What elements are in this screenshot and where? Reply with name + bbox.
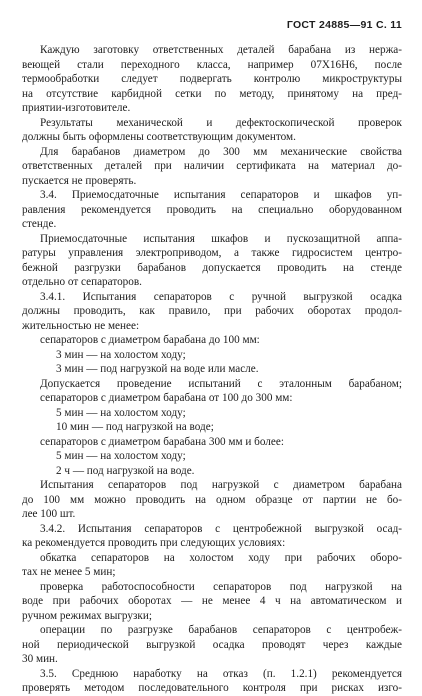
text-line: лее 100 шт. xyxy=(22,508,76,520)
text-line: ной периодической выгрузкой осадка проводят через каждые xyxy=(22,638,402,651)
text-line: проверка работоспособности сепараторов под нагрузкой на xyxy=(40,580,402,593)
text-line: Результаты механической и дефектоскопической проверок xyxy=(40,116,402,129)
text-line: отдельно от сепараторов. xyxy=(22,276,142,288)
text-line: термообработки следует подвергать контролю микроструктуры xyxy=(22,73,402,85)
text-line: сепараторов с диаметром барабана от 100 до 300 мм: xyxy=(40,392,293,404)
document-body xyxy=(22,43,402,696)
text-line: ручном режимах выгрузки; xyxy=(22,609,152,622)
text-line: 3 мин — под нагрузкой на воде или масле. xyxy=(56,363,259,375)
text-line: 3.4.2. Испытания сепараторов с центробежной выгрузкой осад- xyxy=(40,522,402,535)
text-line: Для барабанов диаметром до 300 мм механические свойства xyxy=(40,145,402,158)
text-line: операции по разгрузке барабанов сепараторов с центробеж- xyxy=(40,624,402,636)
text-line: тах не менее 5 мин; xyxy=(22,566,116,578)
text-line: бежной разгрузки барабанов допускается проводить на стенде xyxy=(22,261,402,274)
text-line: 3 мин — на холостом ходу; xyxy=(56,348,186,361)
text-line: должны быть оформлены соответствующим документом. xyxy=(22,131,296,143)
text-line: 30 мин. xyxy=(22,653,58,665)
text-line: пускается не проверять. xyxy=(22,174,137,187)
text-line: Допускается проведение испытаний с эталонным барабаном; xyxy=(40,377,402,390)
text-line: жительностью не менее: xyxy=(22,319,140,332)
text-line: 5 мин — на холостом ходу; xyxy=(56,406,186,419)
text-line: 3.4.1. Испытания сепараторов с ручной выгрузкой осадка xyxy=(40,290,402,303)
text-line: ответственных деталей при наличии сертификата на материал до- xyxy=(22,160,402,172)
text-line: ратуры управления электроприводом, а также гидросистем центро- xyxy=(22,247,402,259)
text-line: веющей стали переходного класса, например 07Х16Н6, после xyxy=(22,58,402,71)
text-line: 3.5. Среднюю наработку на отказ (п. 1.2.1) рекомендуется xyxy=(40,667,402,680)
text-line: равления рекомендуется проводить на специально оборудованном xyxy=(22,203,402,216)
text-line: 3.4. Приемосдаточные испытания сепараторов и шкафов уп- xyxy=(40,189,402,201)
text-line: 10 мин — под нагрузкой на воде; xyxy=(56,421,214,433)
text-line: должны проводить, как правило, при рабочих оборотах продол- xyxy=(22,305,402,317)
text-line: проверять методом последовательного контроля при рисках изго- xyxy=(22,682,402,694)
text-line: 5 мин — на холостом ходу; xyxy=(56,450,186,462)
text-line: сепараторов с диаметром барабана до 100 мм: xyxy=(40,334,260,346)
text-line: Приемосдаточные испытания шкафов и пускозащитной аппа- xyxy=(40,232,402,245)
text-line: обкатка сепараторов на холостом ходу при рабочих оборо- xyxy=(40,551,402,564)
text-line: воде при рабочих оборотах — не менее 4 ч на автоматическом и xyxy=(22,595,402,607)
page-header: ГОСТ 24885—91 С. 11 xyxy=(286,19,402,31)
text-line: стенде. xyxy=(22,218,57,230)
text-line: на отсутствие карбидной сетки по методу, принятому на пред- xyxy=(22,87,402,100)
text-line: 2 ч — под нагрузкой на воде. xyxy=(56,464,195,477)
text-line: ка рекомендуется проводить при следующих условиях: xyxy=(22,537,286,549)
text-line: сепараторов с диаметром барабана 300 мм и более: xyxy=(40,435,284,448)
text-line: приятии-изготовителе. xyxy=(22,102,131,114)
text-line: Каждую заготовку ответственных деталей барабана из нержа- xyxy=(40,44,402,56)
text-line: до 100 мм можно проводить на одном образце от партии не бо- xyxy=(22,493,402,506)
text-line: Испытания сепараторов под нагрузкой с диаметром барабана xyxy=(40,479,402,491)
